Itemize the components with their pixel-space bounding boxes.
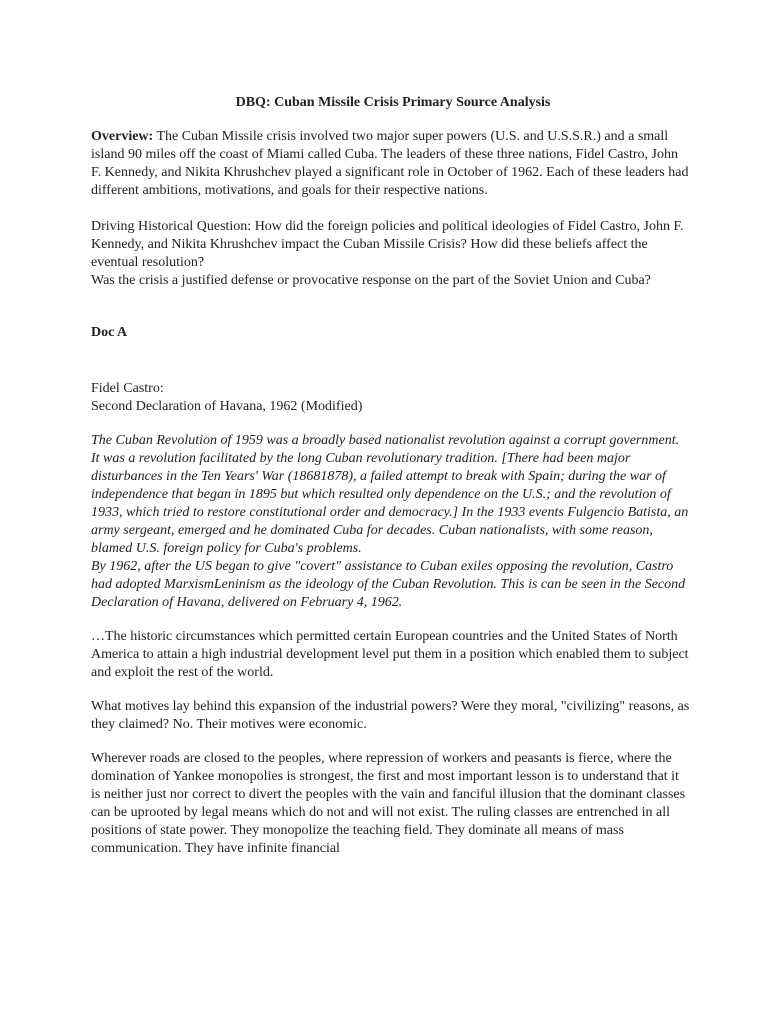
context-paragraph: The Cuban Revolution of 1959 was a broadly based nationalist revolution against a corrupt government. It was a revolution facilitated by the long Cuban revolutionary tradition. [There had been major disturbances in the Ten Years' War (18681878), a failed attempt to break with Spain; during the war of independence that began in 1895 but which resulted only dependence on the U.S.; and the revolution of 1933, which tried to restore constitutional order and democracy.] In the 1933 events Fulgencio Batista, an army sergeant, emerged and he dominated Cuba for decades. Cuban nationalists, with some reason, blamed U.S. foreign policy for Cuba's problems.	[91, 433, 689, 556]
context-excerpt	[91, 432, 691, 612]
source-title: Second Declaration of Havana, 1962 (Modified)	[91, 399, 363, 414]
context-paragraph: By 1962, after the US began to give "covert" assistance to Cuban exiles opposing the revolution, Castro had adopted MarxismLeninism as the ideology of the Cuban Revolution. This is can be seen in the Second Declaration of Havana, delivered on February 4, 1962.	[91, 559, 686, 610]
quote-paragraph: Wherever roads are closed to the peoples, where repression of workers and peasants is fierce, where the domination of Yankee monopolies is strongest, the first and most important lesson is to understand that it is neither just nor correct to divert the peoples with the vain and fanciful illusion that the dominant classes can be uprooted by legal means which do not and will not exist. The ruling classes are entrenched in all positions of state power. They monopolize the teaching field. They dominate all means of mass communication. They have infinite financial	[91, 751, 686, 856]
overview-paragraph	[91, 128, 691, 200]
overview-text: The Cuban Missile crisis involved two major super powers (U.S. and U.S.S.R.) and a small island 90 miles off the coast of Miami called Cuba. The leaders of these three nations, Fidel Castro, John F. Kennedy, and Nikita Khrushchev played a significant role in October of 1962. Each of these leaders had different ambitions, motivations, and goals for their respective nations.	[91, 129, 689, 198]
doc-heading: Doc A	[91, 325, 128, 340]
second-question: Was the crisis a justified defense or provocative response on the part of the Soviet Union and Cuba?	[91, 273, 651, 288]
source-author: Fidel Castro:	[91, 381, 164, 396]
quote-paragraph: …The historic circumstances which permitted certain European countries and the United States of North America to attain a high industrial development level put them in a position which enabled them to subject and exploit the rest of the world.	[91, 629, 689, 680]
document-title: DBQ: Cuban Missile Crisis Primary Source Analysis	[235, 95, 551, 110]
driving-question: Driving Historical Question: How did the foreign policies and political ideologies of Fidel Castro, John F. Kennedy, and Nikita Khrushchev impact the Cuban Missile Crisis? How did these beliefs affect the eventual resolution?	[91, 219, 684, 270]
document-page	[91, 94, 691, 874]
source-citation	[91, 380, 691, 416]
quote-paragraph: What motives lay behind this expansion of the industrial powers? Were they moral, "civilizing" reasons, as they claimed? No. Their motives were economic.	[91, 699, 690, 732]
overview-label: Overview:	[91, 129, 154, 144]
